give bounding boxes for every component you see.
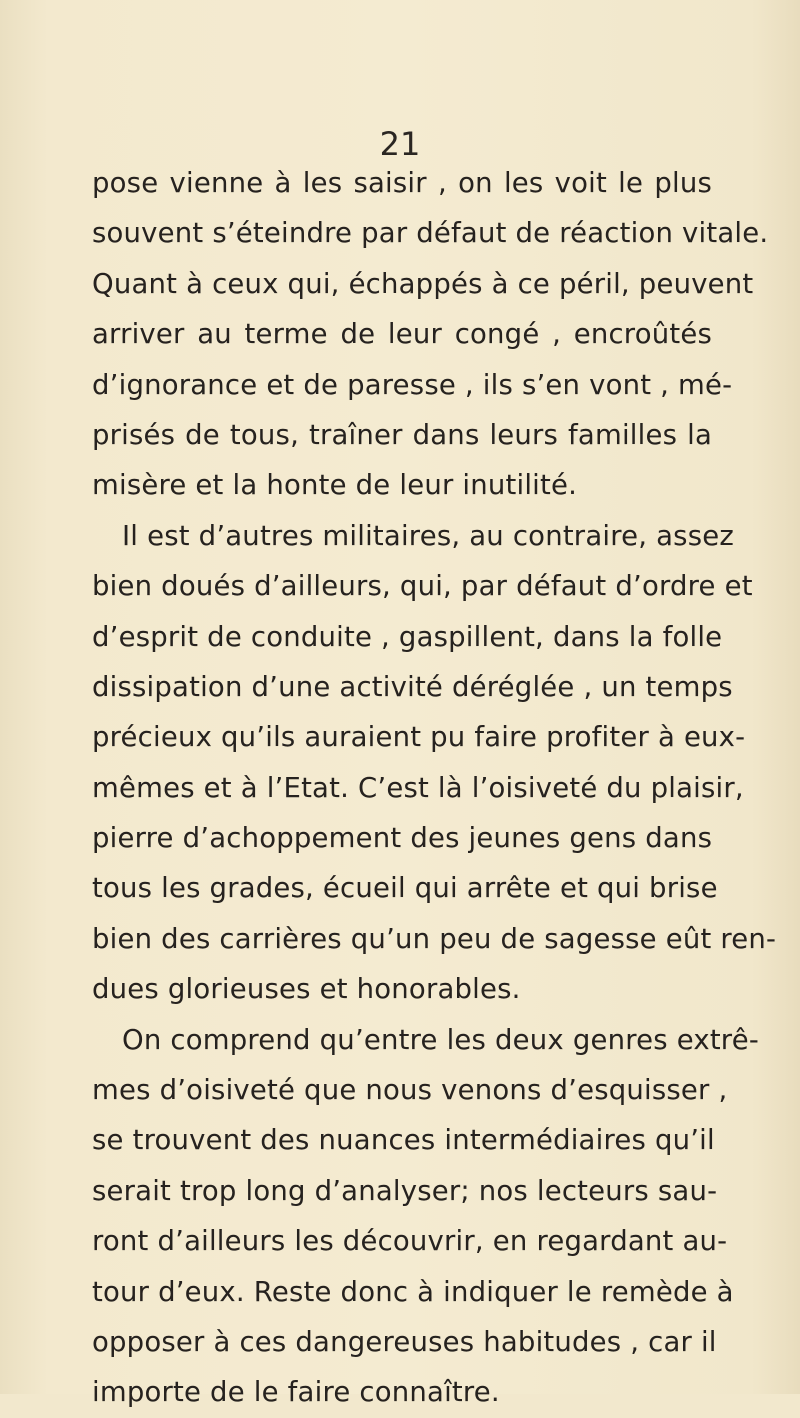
text-line: mes d’oisiveté que nous venons d’esquisser , <box>92 1074 728 1107</box>
text-line: se trouvent des nuances intermédiaires qu’il <box>92 1124 715 1157</box>
text-line: bien doués d’ailleurs, qui, par défaut d’ordre et <box>92 570 753 603</box>
text-line: importe de le faire connaître. <box>92 1376 500 1409</box>
text-line: tous les grades, écueil qui arrête et qui brise <box>92 872 718 905</box>
text-line: d’ignorance et de paresse , ils s’en vont , mé- <box>92 368 733 401</box>
text-line: pose vienne à les saisir , on les voit le plus <box>92 167 712 199</box>
text-line: souvent s’éteindre par défaut de réaction vitale. <box>92 217 769 250</box>
page-number: 21 <box>379 125 421 163</box>
text-line: dissipation d’une activité déréglée , un temps <box>92 670 733 703</box>
text-line: On comprend qu’entre les deux genres extrê- <box>122 1023 759 1056</box>
text-line: serait trop long d’analyser; nos lecteurs sau- <box>92 1174 718 1207</box>
text-line: pierre d’achoppement des jeunes gens dans <box>92 822 713 855</box>
text-line: prisés de tous, traîner dans leurs familles la <box>92 418 712 451</box>
text-line: d’esprit de conduite , gaspillent, dans la folle <box>92 620 723 653</box>
text-line: Il est d’autres militaires, au contraire, assez <box>122 519 734 552</box>
text-line: misère et la honte de leur inutilité. <box>92 469 578 502</box>
text-line: mêmes et à l’Etat. C’est là l’oisiveté du plaisir, <box>92 771 744 804</box>
text-line: Quant à ceux qui, échappés à ce péril, peuvent <box>92 267 754 300</box>
text-line: dues glorieuses et honorables. <box>92 973 521 1006</box>
text-line: précieux qu’ils auraient pu faire profiter à eux- <box>92 721 746 754</box>
body-text <box>92 158 777 1418</box>
text-line: opposer à ces dangereuses habitudes , car il <box>92 1325 717 1358</box>
text-line: arriver au terme de leur congé , encroûtés <box>92 318 712 351</box>
text-line: tour d’eux. Reste donc à indiquer le remède à <box>92 1275 734 1308</box>
text-line: ront d’ailleurs les découvrir, en regardant au- <box>92 1225 728 1258</box>
text-line: bien des carrières qu’un peu de sagesse eût ren- <box>92 922 777 955</box>
